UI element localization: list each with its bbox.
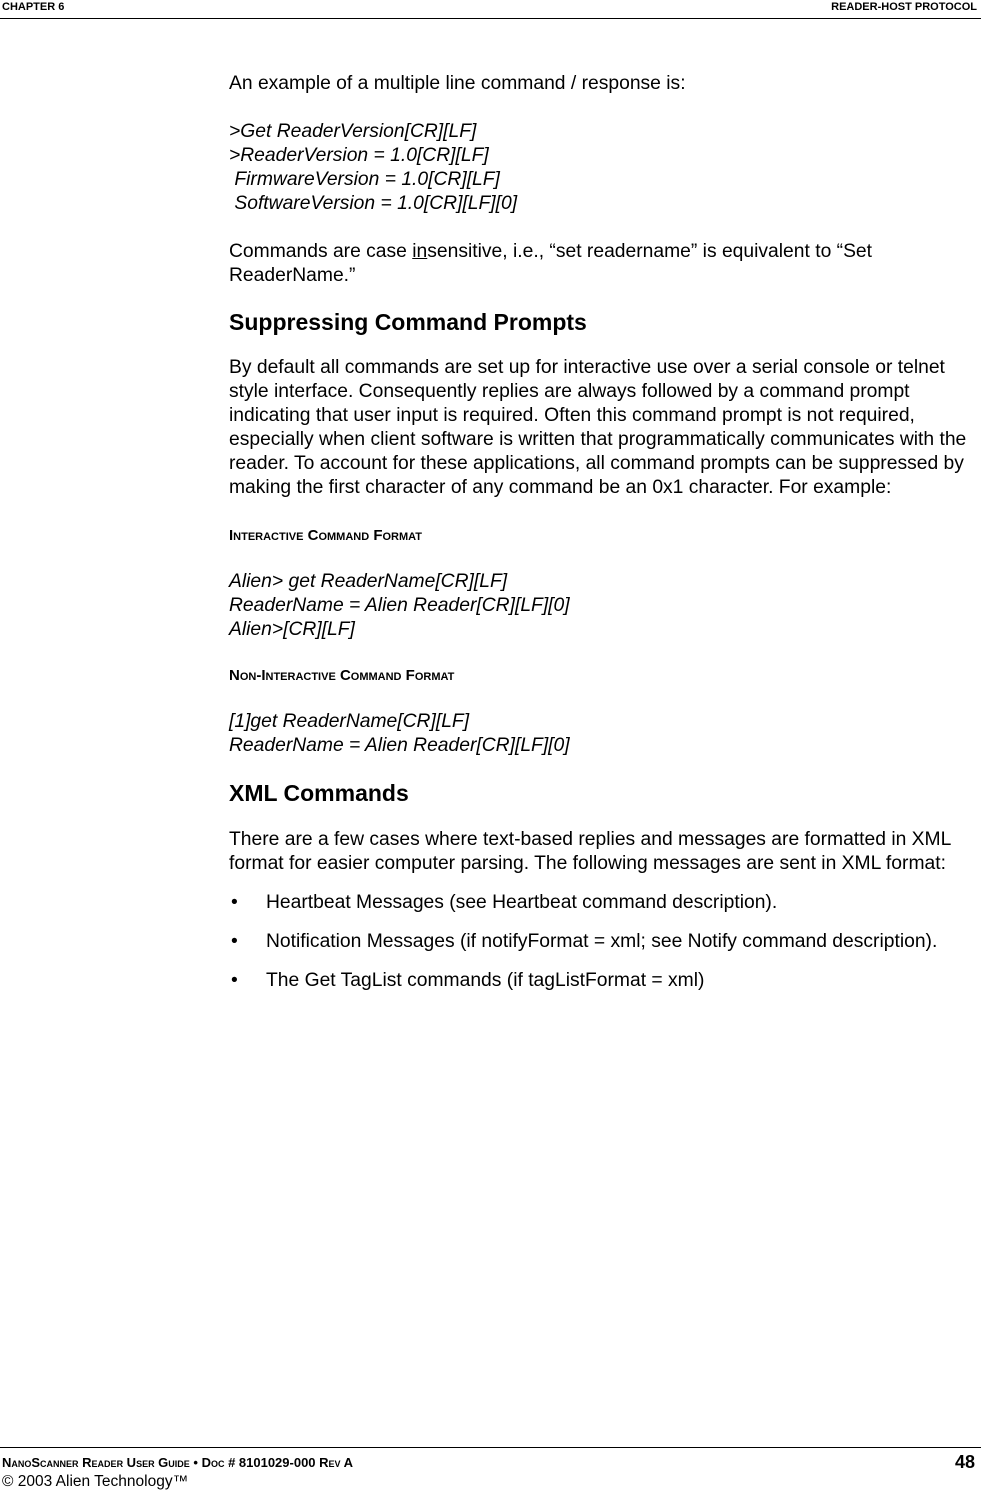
code-line: Alien>[CR][LF] (229, 619, 355, 640)
code-line: ReaderName = Alien Reader[CR][LF][0] (229, 735, 570, 756)
list-item (229, 969, 973, 993)
code-block-noninteractive (229, 710, 973, 758)
page-header (0, 0, 981, 19)
page-content (229, 72, 973, 1008)
code-line: SoftwareVersion = 1.0[CR][LF][0] (229, 193, 518, 214)
list-item-text: Notification Messages (if notifyFormat = xml; see Notify command description). (266, 931, 938, 952)
code-line: FirmwareVersion = 1.0[CR][LF] (229, 169, 500, 190)
list-item (229, 891, 973, 915)
case-underlined: in (412, 241, 428, 262)
case-prefix: Commands are case (229, 241, 413, 262)
chapter-label: CHAPTER 6 (2, 1, 65, 13)
copyright: © 2003 Alien Technology™ (2, 1473, 189, 1490)
code-line: >ReaderVersion = 1.0[CR][LF] (229, 145, 489, 166)
list-item-text: Heartbeat Messages (see Heartbeat command description). (266, 892, 778, 913)
code-line: >Get ReaderVersion[CR][LF] (229, 121, 477, 142)
list-item-text: The Get TagList commands (if tagListFormat = xml) (266, 970, 705, 991)
heading-xml-commands: XML Commands (229, 780, 409, 806)
section-label: READER-HOST PROTOCOL (831, 1, 977, 13)
code-line: [1]get ReaderName[CR][LF] (229, 711, 470, 732)
case-paragraph (229, 240, 973, 288)
bullet-icon: • (231, 970, 238, 991)
xml-message-list (229, 891, 973, 993)
code-line: ReaderName = Alien Reader[CR][LF][0] (229, 595, 570, 616)
page-number: 48 (954, 1452, 975, 1472)
list-item (229, 930, 973, 954)
heading-suppressing: Suppressing Command Prompts (229, 309, 587, 335)
suppress-paragraph: By default all commands are set up for interactive use over a serial console or telnet style interface. Consequently replies are always followed by a command prompt indicating that user input is required. Often this command prompt is not required, especially when client software is written that programmatically communicates with the reader. To account for these applications, all command prompts can be suppressed by making the first character of any command be an 0x1 character. For example: (229, 357, 967, 498)
code-block-version (229, 120, 973, 216)
bullet-icon: • (231, 892, 238, 913)
code-line: Alien> get ReaderName[CR][LF] (229, 571, 508, 592)
page-footer (0, 1447, 981, 1490)
heading-interactive-format: Interactive Command Format (229, 527, 423, 544)
xml-paragraph: There are a few cases where text-based replies and messages are formatted in XML format for easier computer parsing. The following messages are sent in XML format: (229, 829, 951, 874)
case-suffix: sensitive, i.e., “set readername” is equivalent to “Set ReaderName.” (229, 241, 873, 286)
doc-info: NanoScanner Reader User Guide • Doc # 8101029-000 Rev A (2, 1455, 354, 1470)
example-intro: An example of a multiple line command / response is: (229, 73, 686, 94)
heading-noninteractive-format: Non-Interactive Command Format (229, 667, 455, 684)
code-block-interactive (229, 570, 973, 642)
bullet-icon: • (231, 931, 238, 952)
